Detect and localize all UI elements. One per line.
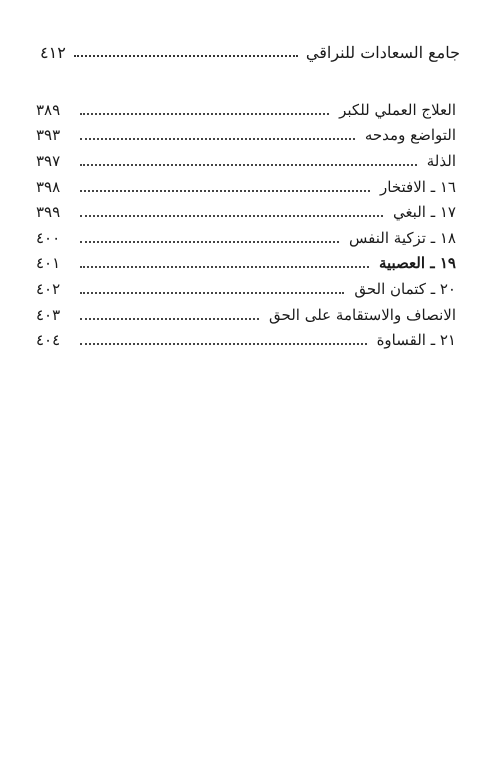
toc-entry-label: العلاج العملي للكبر: [339, 100, 456, 119]
toc-entry-label: ١٦ ـ الافتخار: [380, 177, 456, 196]
toc-leader-dots: [80, 138, 355, 140]
toc-entry-page: ٣٩٨: [36, 177, 61, 196]
toc-entry-page: ٤٠٢: [36, 279, 61, 298]
toc-leader-dots: [80, 241, 339, 243]
toc-leader-dots: [80, 266, 369, 268]
toc-leader-dots: [80, 318, 259, 320]
toc-entry[interactable]: [36, 174, 456, 200]
toc-entry[interactable]: [36, 302, 456, 328]
toc-entry[interactable]: [36, 199, 456, 225]
header-leader-dots: [74, 55, 298, 57]
toc-entry-label: ١٨ ـ تزكية النفس: [349, 228, 456, 247]
toc-entry[interactable]: [36, 123, 456, 149]
toc-entry[interactable]: [36, 251, 456, 277]
toc-entry-page: ٣٩٧: [36, 151, 61, 170]
toc-leader-dots: [80, 113, 329, 115]
toc-entry-page: ٤٠٠: [36, 228, 61, 247]
toc-entry-label: الانصاف والاستقامة على الحق: [269, 305, 456, 324]
toc-entry-label: التواضع ومدحه: [364, 126, 456, 145]
toc-entry[interactable]: [36, 327, 456, 353]
table-of-contents: [36, 97, 456, 353]
book-title: جامع السعادات للنراقي: [305, 42, 460, 62]
running-header: [40, 38, 460, 66]
toc-entry[interactable]: [36, 148, 456, 174]
toc-entry-page: ٤٠١: [36, 254, 61, 273]
toc-entry[interactable]: [36, 97, 456, 123]
toc-leader-dots: [80, 292, 344, 294]
toc-entry-label: ١٩ ـ العصبية: [378, 254, 456, 273]
page-number: ٤١٢: [40, 42, 66, 62]
toc-entry-label: الذلة: [426, 151, 456, 170]
toc-entry-label: ١٧ ـ البغي: [392, 203, 456, 222]
toc-entry-label: ٢٠ ـ كتمان الحق: [354, 279, 456, 298]
toc-entry-page: ٤٠٤: [36, 331, 61, 350]
toc-entry-page: ٣٨٩: [36, 100, 61, 119]
toc-entry-page: ٣٩٣: [36, 126, 61, 145]
toc-leader-dots: [80, 215, 383, 217]
toc-entry[interactable]: [36, 276, 456, 302]
toc-entry-label: ٢١ ـ القساوة: [376, 331, 456, 350]
toc-leader-dots: [80, 190, 370, 192]
toc-entry-page: ٣٩٩: [36, 203, 61, 222]
toc-entry[interactable]: [36, 225, 456, 251]
toc-entry-page: ٤٠٣: [36, 305, 61, 324]
toc-leader-dots: [80, 343, 367, 345]
toc-leader-dots: [80, 164, 417, 166]
